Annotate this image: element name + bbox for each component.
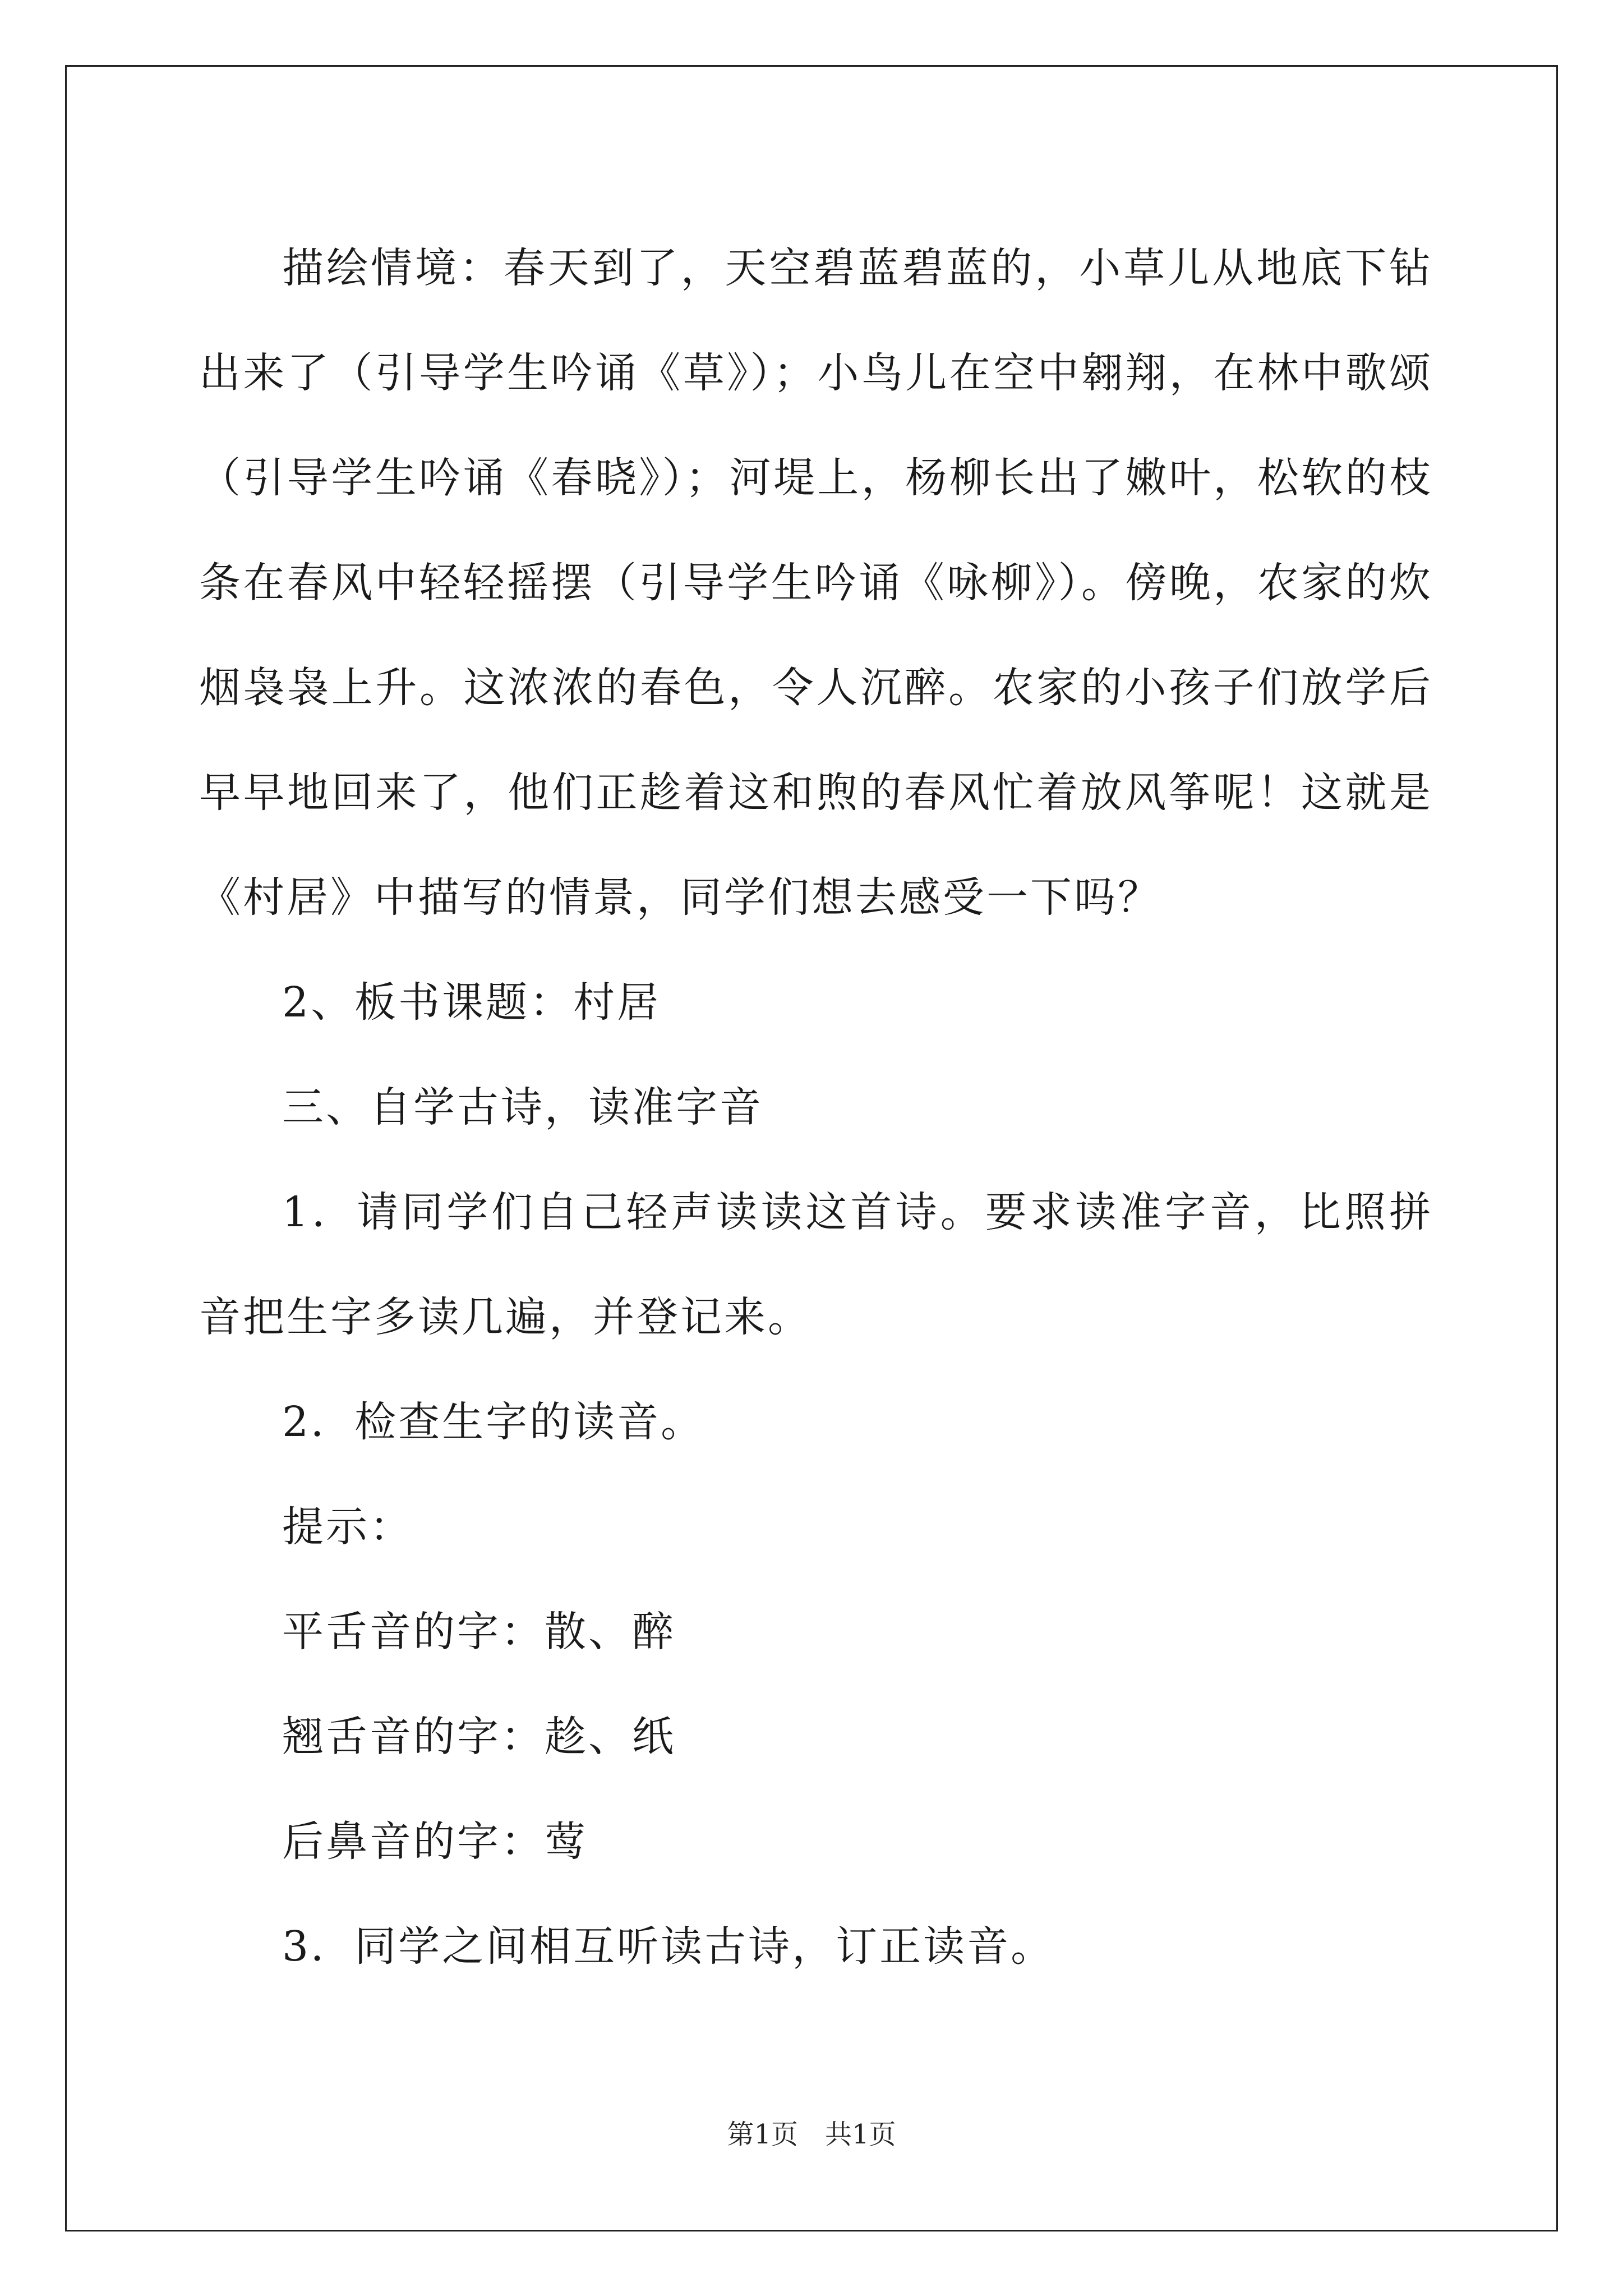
section-heading-self-study: 三、自学古诗，读准字音 — [282, 1083, 763, 1131]
paragraph-write-title: 2、板书课题：村居 — [282, 978, 661, 1027]
page-footer — [0, 2113, 1623, 2151]
paragraph-back-nasal: 后鼻音的字：莺 — [282, 1818, 588, 1866]
paragraph-scene-description: 描绘情境：春天到了，天空碧蓝碧蓝的，小草儿从地底下钻出来了（引导学生吟诵《草》）；小鸟儿在空中翱翔，在林中歌颂（引导学生吟诵《春晓》）；河堤上，杨柳长出了嫩叶，松软的枝条在春风中轻轻摇摆（引导学生吟诵《咏柳》）。傍晚，农家的炊烟袅袅上升。这浓浓的春色，令人沉醉。农家的小孩子们放学后早早地回来了，他们正趁着这和煦的春风忙着放风筝呢！这就是《村居》中描写的情景，同学们想去感受一下吗？ — [199, 244, 1433, 922]
document-body — [199, 216, 1433, 1999]
page-number: 第1页 — [727, 2119, 798, 2150]
paragraph-flat-tongue: 平舌音的字：散、醉 — [282, 1608, 676, 1656]
page-total: 共1页 — [825, 2119, 896, 2150]
paragraph-step-2: 2．检查生字的读音。 — [282, 1398, 705, 1446]
paragraph-step-1: 1．请同学们自己轻声读读这首诗。要求读准字音，比照拼音把生字多读几遍，并登记来。 — [199, 1188, 1433, 1341]
paragraph-retroflex: 翘舌音的字：趁、纸 — [282, 1713, 676, 1761]
paragraph-step-3: 3．同学之间相互听读古诗，订正读音。 — [282, 1922, 1055, 1971]
paragraph-hint-label: 提示： — [282, 1503, 413, 1551]
